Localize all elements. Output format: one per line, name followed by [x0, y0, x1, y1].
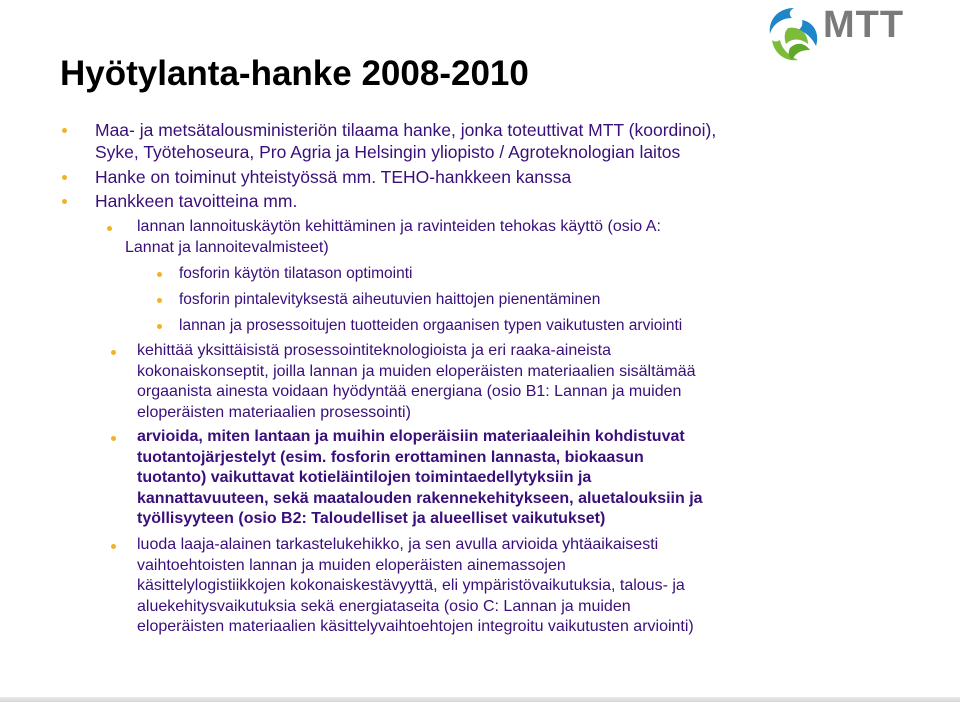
item-line: kannattavuuteen, sekä maatalouden rakennekehitykseen, aluetalouksiin ja	[137, 489, 703, 507]
list-item	[95, 190, 297, 212]
item-line: tuotanto) vaikuttavat kotieläintilojen toimintaedellytyksiin ja	[137, 469, 592, 486]
item-line: käsittelylogistiikkojen kokonaiskestävyyttä, eli ympäristövaikutuksia, talous- ja	[137, 577, 685, 594]
bullet-icon	[157, 324, 162, 329]
bottom-divider	[0, 697, 960, 702]
list-item	[137, 341, 696, 423]
item-line: arvioida, miten lantaan ja muihin eloperäisiin materiaaleihin kohdistuvat	[137, 428, 685, 445]
item-line: kehittää yksittäisistä prosessointiteknologioista ja eri raaka-aineista	[137, 342, 612, 359]
item-line: eloperäisten materiaalien käsittelyvaihtoehtojen integroitu vaikutusten arviointi)	[137, 618, 694, 635]
item-line: Hanke on toiminut yhteistyössä mm. TEHO-hankkeen kanssa	[95, 167, 572, 187]
item-line: fosforin pintalevityksestä aiheutuvien haittojen pienentäminen	[179, 291, 601, 308]
item-line: fosforin käytön tilatason optimointi	[179, 265, 413, 282]
list-item	[95, 119, 716, 163]
list-item	[179, 264, 412, 284]
bullet-icon	[111, 350, 116, 355]
item-line: luoda laaja-alainen tarkastelukehikko, ja sen avulla arvioida yhtäaikaisesti	[137, 536, 659, 553]
list-item	[137, 427, 703, 530]
bullet-icon	[157, 272, 162, 277]
slide-title: Hyötylanta-hanke 2008-2010	[60, 54, 529, 93]
item-line: Hankkeen tavoitteina mm.	[95, 191, 298, 211]
item-line: tuotantojärjestelyt (esim. fosforin erottaminen lannasta, biokaasun	[137, 448, 644, 466]
list-item	[179, 290, 600, 310]
mtt-logo	[766, 4, 926, 66]
item-line: aluekehitysvaikutuksia sekä energiataseita (osio C: Lannan ja muiden	[137, 597, 631, 615]
bullet-icon	[62, 175, 67, 180]
bullet-icon	[62, 128, 67, 133]
item-line: lannan ja prosessoitujen tuotteiden orgaanisen typen vaikutusten arviointi	[179, 317, 683, 334]
item-line: orgaanista ainesta voidaan hyödyntää energiana (osio B1: Lannan ja muiden	[137, 383, 682, 400]
bullet-icon	[107, 226, 112, 231]
bullet-icon	[62, 199, 67, 204]
item-line: Lannat ja lannoitevalmisteet)	[125, 238, 329, 256]
bullet-icon	[111, 436, 116, 441]
logo-text: MTT	[823, 4, 905, 46]
item-line: Maa- ja metsätalousministeriön tilaama hanke, jonka toteuttivat MTT (koordinoi),	[95, 120, 717, 140]
list-item	[95, 166, 571, 188]
item-line: työllisyyteen (osio B2: Taloudelliset ja alueelliset vaikutukset)	[137, 510, 606, 527]
item-line: vaihtoehtoisten lannan ja muiden eloperäisten ainemassojen	[137, 556, 566, 574]
list-item	[179, 316, 682, 336]
bullet-icon	[157, 298, 162, 303]
list-item	[125, 217, 661, 258]
item-line: Syke, Työtehoseura, Pro Agria ja Helsingin yliopisto / Agroteknologian laitos	[95, 142, 681, 162]
leaf-swirl-icon	[766, 4, 822, 66]
item-line: kokonaiskonseptit, joilla lannan ja muiden eloperäisten materiaalien sisältämää	[137, 362, 696, 380]
list-item	[137, 535, 694, 638]
item-line: eloperäisten materiaalien prosessointi)	[137, 403, 411, 421]
item-line: lannan lannoituskäytön kehittäminen ja ravinteiden tehokas käyttö (osio A:	[137, 218, 661, 235]
bullet-icon	[111, 544, 116, 549]
